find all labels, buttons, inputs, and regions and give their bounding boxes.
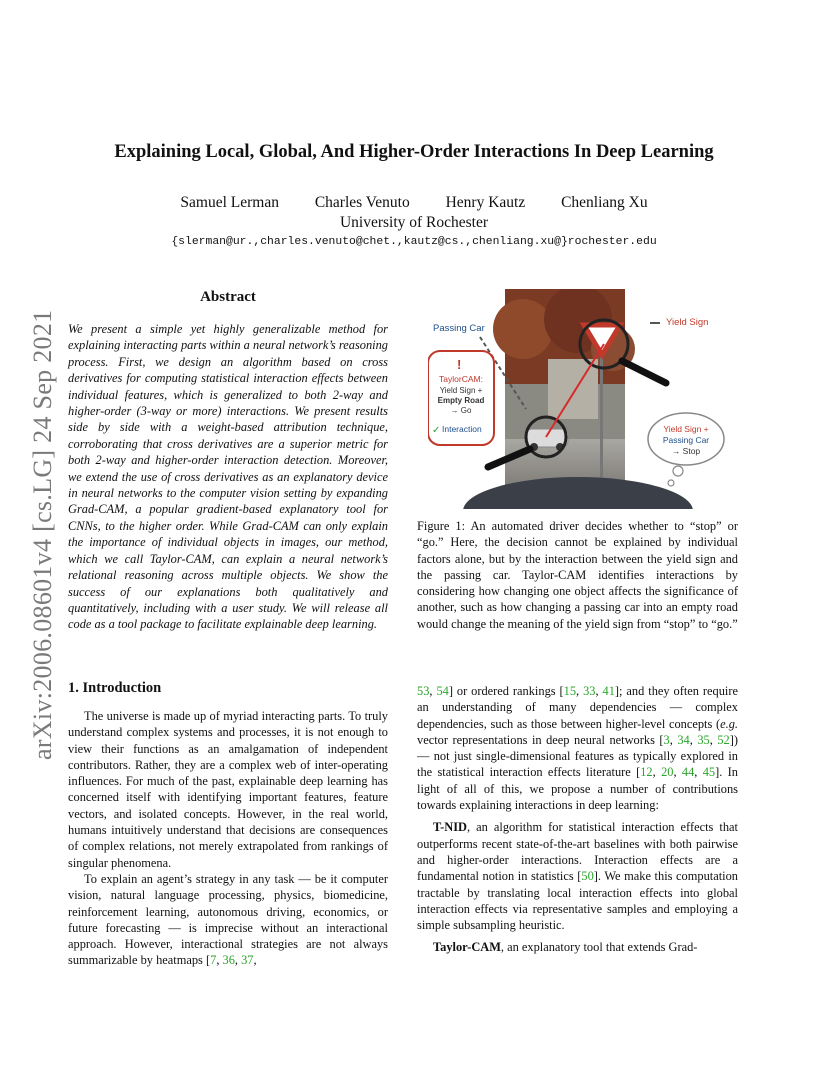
citation-link[interactable]: 35 [697, 732, 710, 747]
paragraph: 53, 54] or ordered rankings [15, 33, 41]; and they often require an understanding of many dependencies — complex dependencies, such as those between higher-level concepts (e.g. vector representations in deep neural networks [3, 34, 35, 52]) — not just single-dimensional features as typically explored in the statistical interaction effects literature [12, 20, 44, 45]. In light of all of this, we propose a number of contributions towards explaining interactions in deep learning: [417, 684, 738, 813]
magnifier-handle [622, 361, 666, 383]
abstract-text: We present a simple yet highly generalizable method for explaining interacting parts within a neural network’s reasoning process. First, we design an algorithm based on cross derivatives for computing statistical interaction effects between individual features, which is generalized to both 2-way and higher-order (3-way or more) interactions. We present results side by side with a weight-based attribution technique, corroborating that cross derivatives are a superior metric for both 2-way and higher-order interaction detection. Moreover, we extend the use of cross derivatives as an explanatory device in neural networks to the computer vision setting by expanding Grad-CAM, a popular gradient-based explanatory tool for CNNs, to the higher order. While Grad-CAM can only explain the importance of individual objects in images, our method, which we call Taylor-CAM, can explain a neural network’s relational reasoning across multiple objects. We show the success of our explanations both qualitatively and quantitatively, including with a user study. We will release all code as a tool package to facilitate explainable deep learning. [68, 322, 388, 632]
paper-title: Explaining Local, Global, And Higher-Order Interactions In Deep Learning [114, 142, 714, 162]
thought-dot [673, 466, 683, 476]
emphasis: e.g. [720, 716, 738, 731]
citation-link[interactable]: 52 [717, 732, 730, 747]
alert-icon: ! [457, 357, 462, 372]
section-heading: 1. Introduction [68, 680, 162, 696]
author-name: Henry Kautz [445, 194, 526, 211]
author-name: Samuel Lerman [180, 194, 279, 211]
affiliation: University of Rochester [339, 214, 489, 231]
sign-pole [600, 339, 603, 489]
bubble-right-line: Yield Sign + [663, 424, 709, 434]
bubble-left-line: Empty Road [437, 396, 485, 405]
car-hood [463, 477, 693, 509]
check-icon: ✓ [432, 425, 441, 436]
citation-link[interactable]: 36 [222, 953, 235, 968]
building [548, 359, 598, 419]
citation-link[interactable]: 37 [241, 953, 254, 968]
paragraph-text: ]. We make this computation tractable by translating local interaction effects into global interaction effects via representative samples and employing a simple subsampling heuristic. [417, 869, 738, 933]
citation-link[interactable]: 15 [563, 684, 577, 698]
tree-foliage [493, 299, 553, 359]
citation-link[interactable]: 7 [210, 953, 217, 968]
paragraph-text: , an explanatory tool that extends Grad- [500, 940, 698, 955]
author-emails: {slerman@ur.,charles.venuto@chet.,kautz@cs.,chenliang.xu@}rochester.edu [171, 236, 657, 248]
paragraph-text: ] or ordered rankings [ [448, 684, 564, 698]
citation-link[interactable]: 53 [417, 684, 430, 698]
paragraph-text: ]) — not just single-dimensional features as typically explored in the statistical interaction effects literature [ [417, 732, 738, 780]
thought-dot [668, 480, 674, 486]
figure-caption: Figure 1: An automated driver decides whether to “stop” or “go.” Here, the decision cannot be explained by individual factors alone, but by the interaction between the yield sign and the passing car. Taylor-CAM identifies interactions by considering how changing one object affects the significance of another, such as how changing a passing car into an empty road would change the meaning of the yield sign from “stop” to “go.” [417, 519, 738, 631]
bubble-left-line: → Go [450, 406, 472, 415]
citation-link[interactable]: 45 [702, 765, 716, 780]
bubble-left-title: TaylorCAM: [439, 374, 483, 384]
citation-link[interactable]: 41 [602, 684, 615, 698]
author-name: Charles Venuto [314, 194, 410, 211]
figure-1-illustration [428, 289, 736, 509]
citation-link[interactable]: 34 [677, 732, 690, 747]
author-name: Chenliang Xu [561, 194, 648, 211]
label-yield-sign: Yield Sign [666, 317, 709, 328]
paragraph-text: ]; and they often require an understanding of many dependencies — complex dependencies, such as those between higher-level concepts ( [417, 684, 738, 731]
intro-column-left [68, 708, 388, 969]
paragraph-text: , an algorithm for statistical interaction effects that outperforms recent state-of-the-art baselines with both pairwise and higher-order interactions. Interaction effects are a fundamental notion in statistics [ [417, 820, 738, 884]
citation-link[interactable]: 3 [663, 732, 670, 747]
citation-link[interactable]: 54 [436, 684, 449, 698]
paragraph [417, 819, 738, 933]
bubble-left-check-label: Interaction [442, 424, 482, 434]
figure-1 [428, 289, 736, 509]
bubble-right-line: Passing Car [662, 435, 710, 445]
paragraph-text: To explain an agent’s strategy in any task — be it computer vision, natural language processing, physics, biomedicine, reinforcement learning, autonomous driving, economics, or future forecasting — is imprecise without an interactional approach. However, interactional strategies are not always summarizable by heatmaps [ [68, 871, 388, 968]
citation-link[interactable]: 12 [640, 765, 653, 780]
bubble-left-line: Yield Sign + [439, 386, 483, 395]
paragraph: The universe is made up of myriad interacting parts. To truly understand complex systems and processes, it is not enough to view their functions as an amalgamation of independent contributors. Rather, they are a complex web of inter-operating influences. For much of the past, explainable deep learning has concerned itself with identifying important features, feature vectors, and isolated concepts. However, in the real world, humans intuitively understand that decisions are consequences of complex relations, not merely extrapolated from rankings of singular phenomena. [68, 709, 388, 870]
abstract-heading: Abstract [200, 289, 256, 305]
intro-column-right [417, 683, 738, 956]
contribution-label: Taylor-CAM [433, 940, 501, 955]
contribution-label: T-NID [433, 820, 467, 835]
paragraph-text: ]. In light of all of this, we propose a number of contributions towards explaining interactions in deep learning: [417, 765, 738, 813]
paragraph-text: vector representations in deep neural networks [ [417, 732, 664, 747]
citation-link[interactable]: 44 [681, 765, 695, 780]
arxiv-identifier: arXiv:2006.08601v4 [cs.LG] 24 Sep 2021 [28, 309, 57, 760]
paragraph: To explain an agent’s strategy in any task — be it computer vision, natural language processing, physics, biomedicine, reinforcement learning, autonomous driving, economics, or future forecasting — is imprecise without an interactional approach. However, interactional strategies are not always summarizable by heatmaps [7, 36, 37, [68, 871, 388, 968]
paragraph [417, 939, 738, 955]
label-passing-car: Passing Car [433, 323, 485, 334]
citation-link[interactable]: 50 [581, 869, 594, 884]
author-list [0, 194, 828, 212]
citation-link[interactable]: 20 [661, 765, 674, 780]
bubble-right-line: → Stop [671, 446, 701, 456]
citation-link[interactable]: 33 [583, 684, 596, 698]
